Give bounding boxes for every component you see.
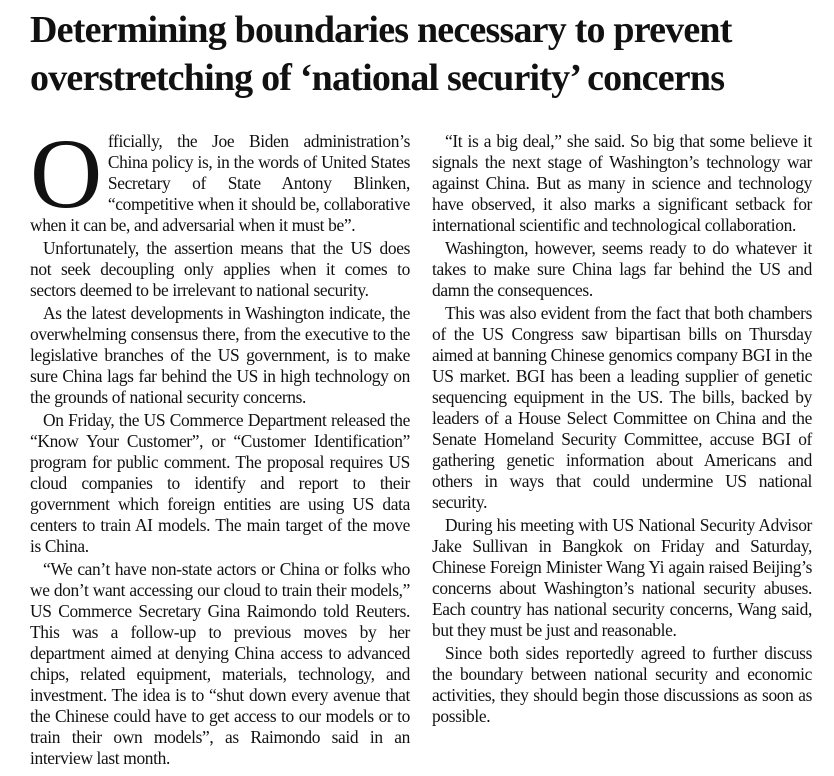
paragraph-8: This was also evident from the fact that both chambers of the US Congress saw bipartisan bills on Thursday aimed at banning Chinese genomics company BGI in the US market. BGI has been a leading supplier of genetic sequencing equipment in the US. The bills, backed by leaders of a House Select Committee on China and the Senate Homeland Security Committee, accuse BGI of gathering genetic information about Americans and others in ways that could undermine US national security. [432, 303, 812, 512]
article-headline [30, 6, 820, 102]
headline-line-2: overstretching of ‘national security’ concerns [30, 57, 725, 99]
left-column [30, 118, 410, 771]
drop-cap: O [30, 118, 102, 229]
right-column [432, 131, 812, 729]
paragraph-4: On Friday, the US Commerce Department released the “Know Your Customer”, or “Customer Identification” program for public comment. The proposal requires US cloud companies to identify and report to their government which foreign entities are using US data centers to train AI models. The main target of the move is China. [30, 410, 410, 556]
paragraph-2: Unfortunately, the assertion means that the US does not seek decoupling only applies when it comes to sectors deemed to be irrelevant to national security. [30, 238, 410, 300]
paragraph-1 [30, 118, 410, 236]
paragraph-10: Since both sides reportedly agreed to further discuss the boundary between national security and economic activities, they should begin those discussions as soon as possible. [432, 643, 812, 726]
paragraph-9: During his meeting with US National Security Advisor Jake Sullivan in Bangkok on Friday and Saturday, Chinese Foreign Minister Wang Yi again raised Beijing’s concerns about Washington’s national security abuses. Each country has national security concerns, Wang said, but they must be just and reasonable. [432, 515, 812, 640]
headline-line-1: Determining boundaries necessary to prevent [30, 9, 732, 51]
paragraph-3: As the latest developments in Washington indicate, the overwhelming consensus there, from the executive to the legislative branches of the US government, is to make sure China lags far behind the US in high technology on the grounds of national security concerns. [30, 303, 410, 407]
paragraph-1-text: fficially, the Joe Biden administration’s China policy is, in the words of United States Secretary of State Antony Blinken, “competitive when it should be, collaborative when it can be, and adversarial when it must be”. [30, 131, 410, 235]
paragraph-6: “It is a big deal,” she said. So big that some believe it signals the next stage of Washington’s technology war against China. But as many in science and technology have observed, it also marks a significant setback for international scientific and technological collaboration. [432, 131, 812, 235]
paragraph-5: “We can’t have non-state actors or China or folks who we don’t want accessing our cloud to train their models,” US Commerce Secretary Gina Raimondo told Reuters. This was a follow-up to previous moves by her department aimed at denying China access to advanced chips, related equipment, materials, technology, and investment. The idea is to “shut down every avenue that the Chinese could have to get access to our models or to train their own models”, as Raimondo said in an interview last month. [30, 559, 410, 768]
paragraph-7: Washington, however, seems ready to do whatever it takes to make sure China lags far behind the US and damn the consequences. [432, 238, 812, 300]
